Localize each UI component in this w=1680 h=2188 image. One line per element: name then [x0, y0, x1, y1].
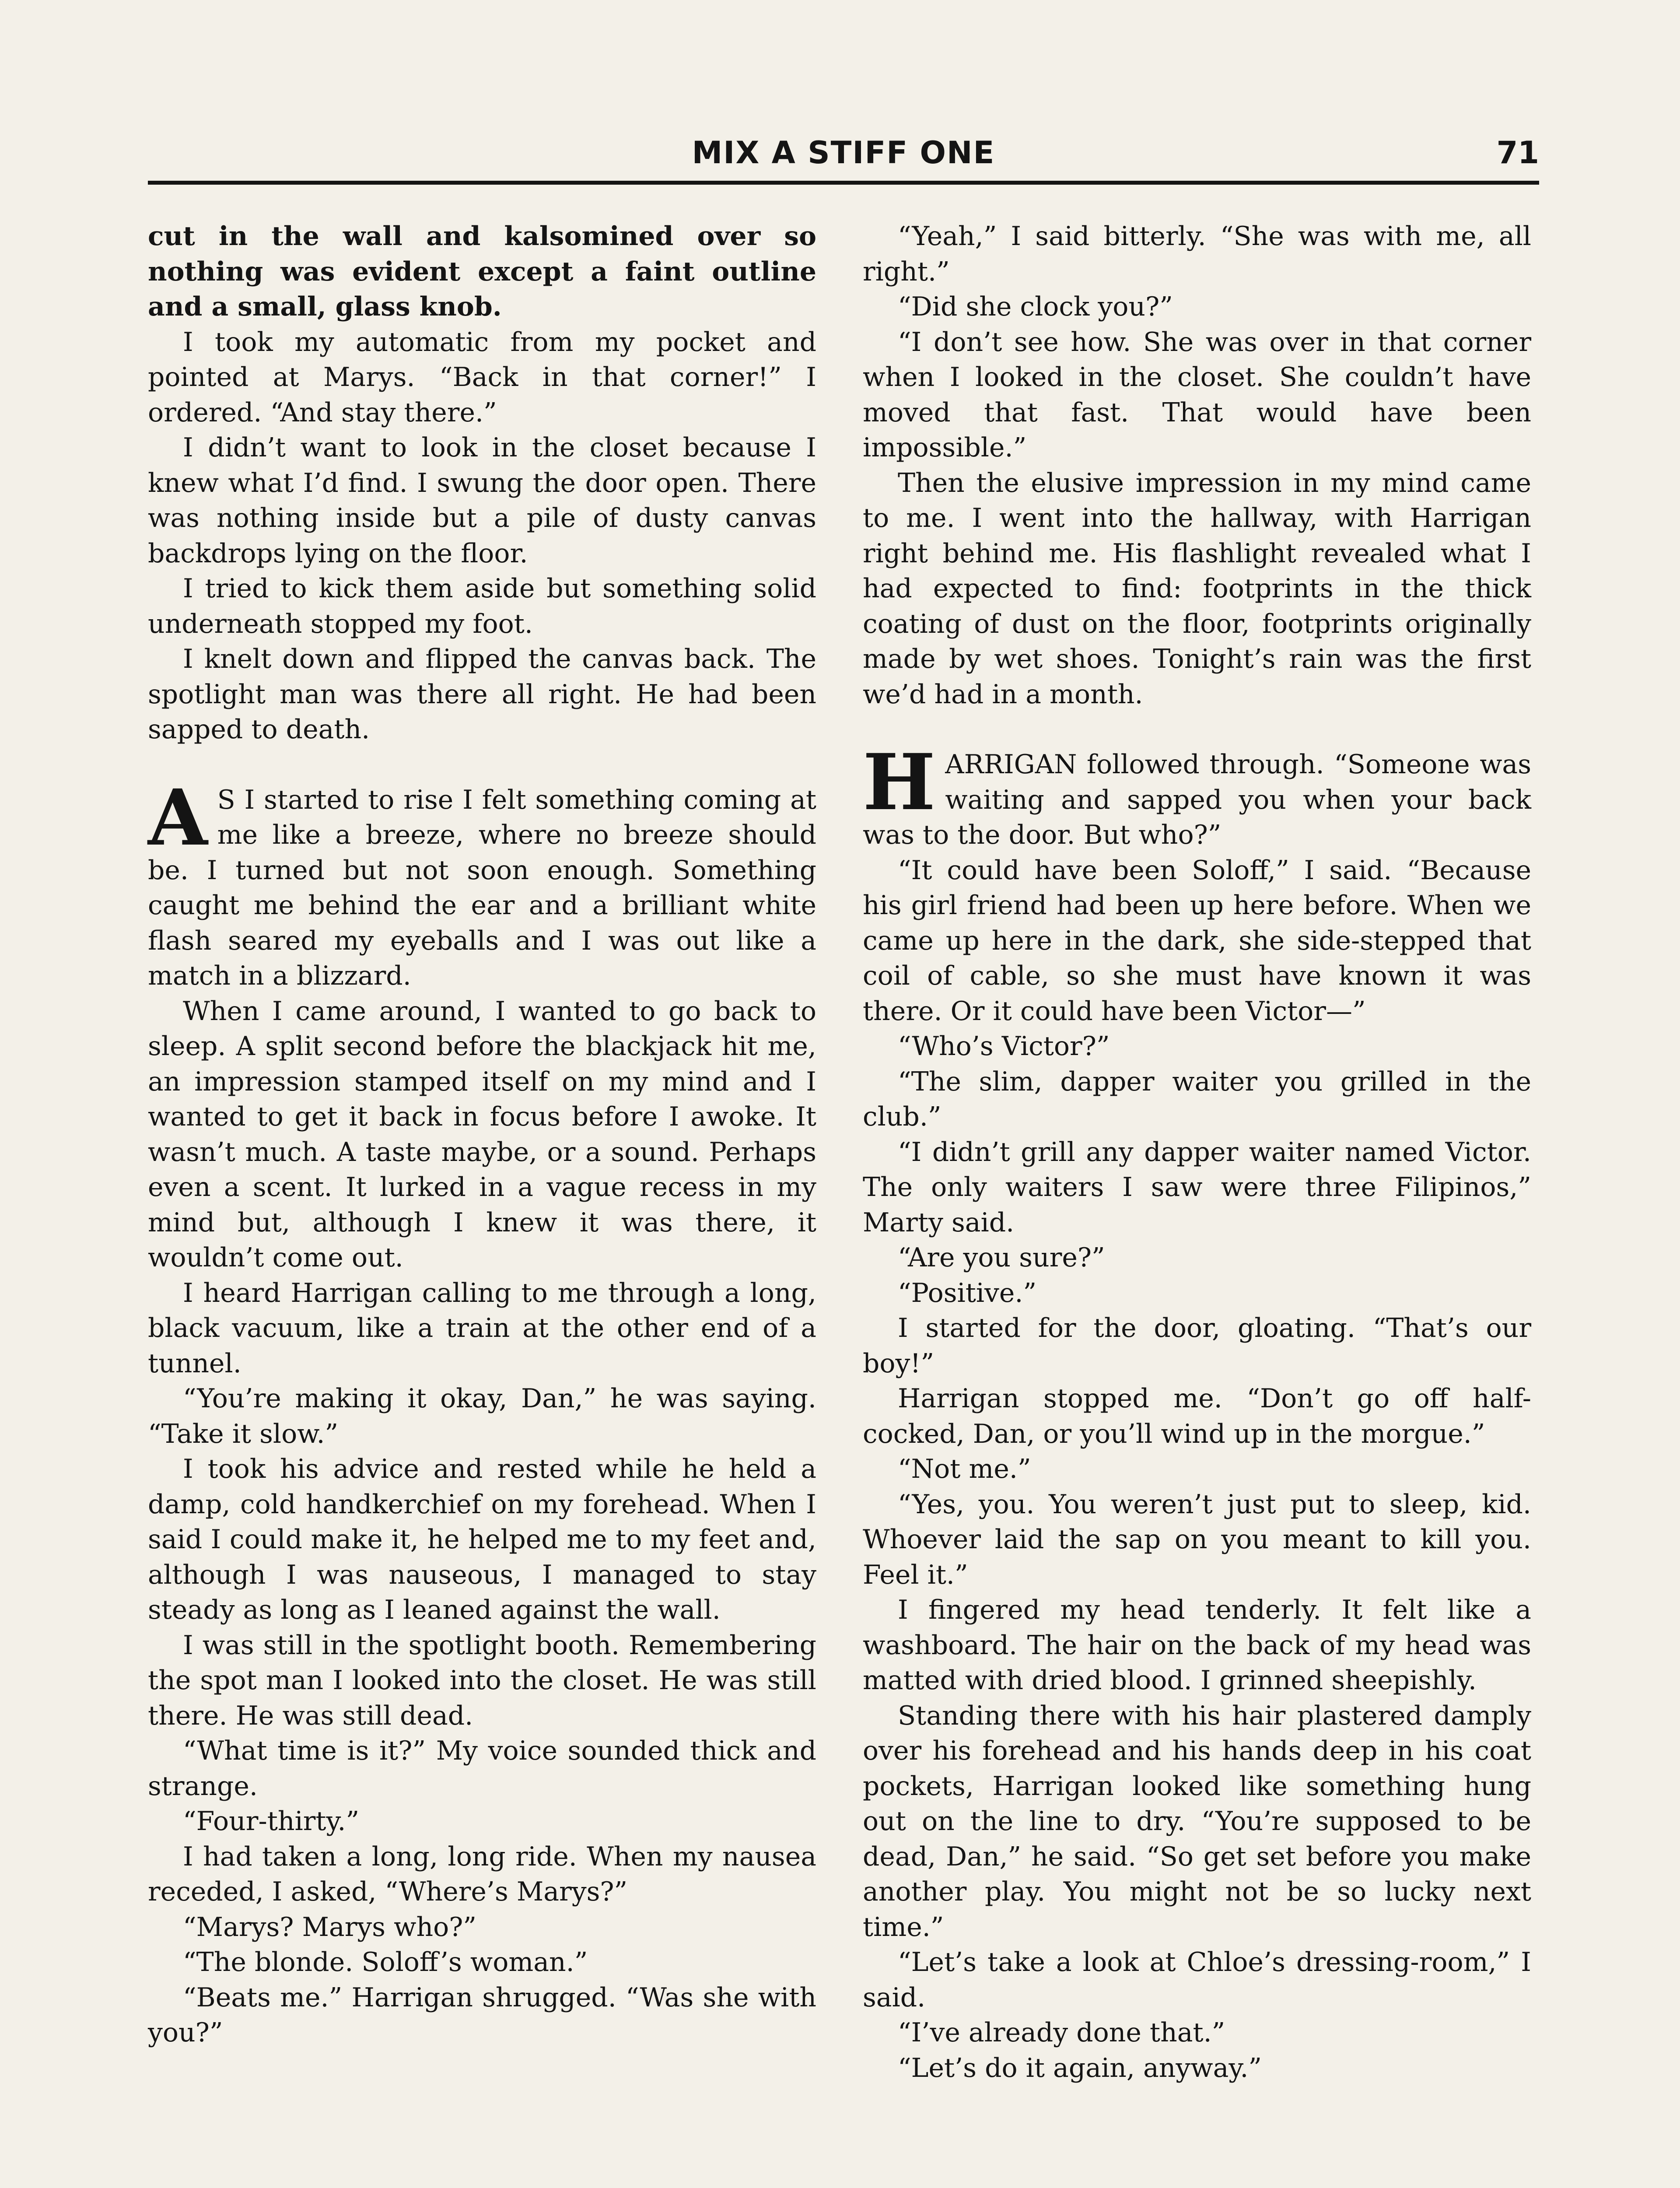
paragraph: “Who’s Victor?”	[898, 1031, 1110, 1062]
paragraph: I was still in the spotlight booth. Remembering the spot man I looked into the closet. He was still there. He was still dead.	[148, 1630, 816, 1731]
section-paragraph	[148, 772, 816, 994]
paragraph: I had taken a long, long ride. When my nausea receded, I asked, “Where’s Marys?”	[148, 1841, 816, 1907]
paragraph: When I came around, I wanted to go back to sleep. A split second before the blackjack hit me, an impression stamped itself on my mind and I wanted to get it back in focus before I awoke. It wasn’t much. A taste maybe, or a sound. Perhaps even a scent. It lurked in a vague recess in my mind but, although I knew it was there, it wouldn’t come out.	[148, 996, 816, 1273]
drop-cap: H	[863, 737, 936, 828]
section-text: S I started to rise I felt something coming at me like a breeze, where no breeze should be. I turned but not soon enough. Something caught me behind the ear and a brilliant white flash seared my eyeballs and I was out like a match in a blizzard.	[148, 784, 816, 991]
paragraph: “Let’s do it again, anyway.”	[898, 2052, 1262, 2083]
paragraph: Then the elusive impression in my mind came to me. I went into the hallway, with Harrigan right behind me. His flashlight revealed what I had expected to find: footprints in the thick coating of dust on the floor, footprints originally made by wet shoes. Tonight’s rain was the first we’d had in a month.	[863, 467, 1531, 710]
paragraph: “Did she clock you?”	[898, 291, 1173, 322]
paragraph: “Yes, you. You weren’t just put to sleep, kid. Whoever laid the sap on you meant to kill you. Feel it.”	[863, 1489, 1531, 1590]
paragraph: I started for the door, gloating. “That’s our boy!”	[863, 1313, 1531, 1379]
paragraph: I knelt down and flipped the canvas back. The spotlight man was there all right. He had been sapped to death.	[148, 644, 816, 745]
paragraph: “What time is it?” My voice sounded thick and strange.	[148, 1736, 816, 1802]
paragraph: I heard Harrigan calling to me through a long, black vacuum, like a train at the other end of a tunnel.	[148, 1277, 816, 1379]
right-column	[863, 219, 1531, 2086]
left-column	[148, 219, 816, 2051]
paragraph: “I didn’t grill any dapper waiter named Victor. The only waiters I saw were three Filipinos,” Marty said.	[863, 1136, 1531, 1238]
paragraph: I took my automatic from my pocket and pointed at Marys. “Back in that corner!” I ordered. “And stay there.”	[148, 326, 816, 428]
page-number: 71	[1496, 135, 1539, 171]
section-paragraph	[863, 737, 1531, 853]
paragraph: “It could have been Soloff,” I said. “Because his girl friend had been up here before. When we came up here in the dark, she side-stepped that coil of cable, so she must have known it was there. Or it could have been Victor—”	[863, 855, 1531, 1027]
paragraph: “Are you sure?”	[898, 1242, 1105, 1273]
paragraph: I fingered my head tenderly. It felt like a washboard. The hair on the back of my head was matted with dried blood. I grinned sheepishly.	[863, 1595, 1531, 1696]
section-text: ARRIGAN followed through. “Someone was waiting and sapped you when your back was to the door. But who?”	[863, 749, 1531, 850]
paragraph: “I don’t see how. She was over in that corner when I looked in the closet. She couldn’t have moved that fast. That would have been impossible.”	[863, 326, 1531, 463]
paragraph: “You’re making it okay, Dan,” he was saying. “Take it slow.”	[148, 1383, 816, 1449]
paragraph: “Beats me.” Harrigan shrugged. “Was she with you?”	[148, 1982, 816, 2048]
paragraph: “The blonde. Soloff’s woman.”	[183, 1947, 588, 1978]
paragraph: I didn’t want to look in the closet because I knew what I’d find. I swung the door open. There was nothing inside but a pile of dusty canvas backdrops lying on the floor.	[148, 432, 816, 569]
header-rule	[148, 181, 1539, 185]
paragraph: “Four-thirty.”	[183, 1806, 360, 1837]
running-title: MIX A STIFF ONE	[692, 135, 995, 171]
paragraph: “Marys? Marys who?”	[183, 1911, 477, 1943]
paragraph: “Not me.”	[898, 1454, 1031, 1484]
paragraph: “Yeah,” I said bitterly. “She was with me, all right.”	[863, 221, 1531, 287]
paragraph: Standing there with his hair plastered damply over his forehead and his hands deep in his coat pockets, Harrigan looked like something hung out on the line to dry. “You’re supposed to be dead, Dan,” he said. “So get set before you make another play. You might not be so lucky next time.”	[863, 1700, 1531, 1943]
paragraph: I tried to kick them aside but something solid underneath stopped my foot.	[148, 573, 816, 639]
paragraph: “The slim, dapper waiter you grilled in the club.”	[863, 1066, 1531, 1132]
paragraph: cut in the wall and kalsomined over so nothing was evident except a faint outline and a small, glass knob.	[148, 221, 816, 322]
paragraph: “Let’s take a look at Chloe’s dressing-room,” I said.	[863, 1947, 1531, 2013]
page-header	[148, 127, 1539, 179]
paragraph: Harrigan stopped me. “Don’t go off half-cocked, Dan, or you’ll wind up in the morgue.”	[863, 1383, 1531, 1449]
paragraph: I took his advice and rested while he held a damp, cold handkerchief on my forehead. When I said I could make it, he helped me to my feet and, although I was nauseous, I managed to stay steady as long as I leaned against the wall.	[148, 1454, 816, 1625]
paragraph: “Positive.”	[898, 1277, 1037, 1308]
paragraph: “I’ve already done that.”	[898, 2017, 1225, 2048]
drop-cap: A	[148, 772, 208, 863]
